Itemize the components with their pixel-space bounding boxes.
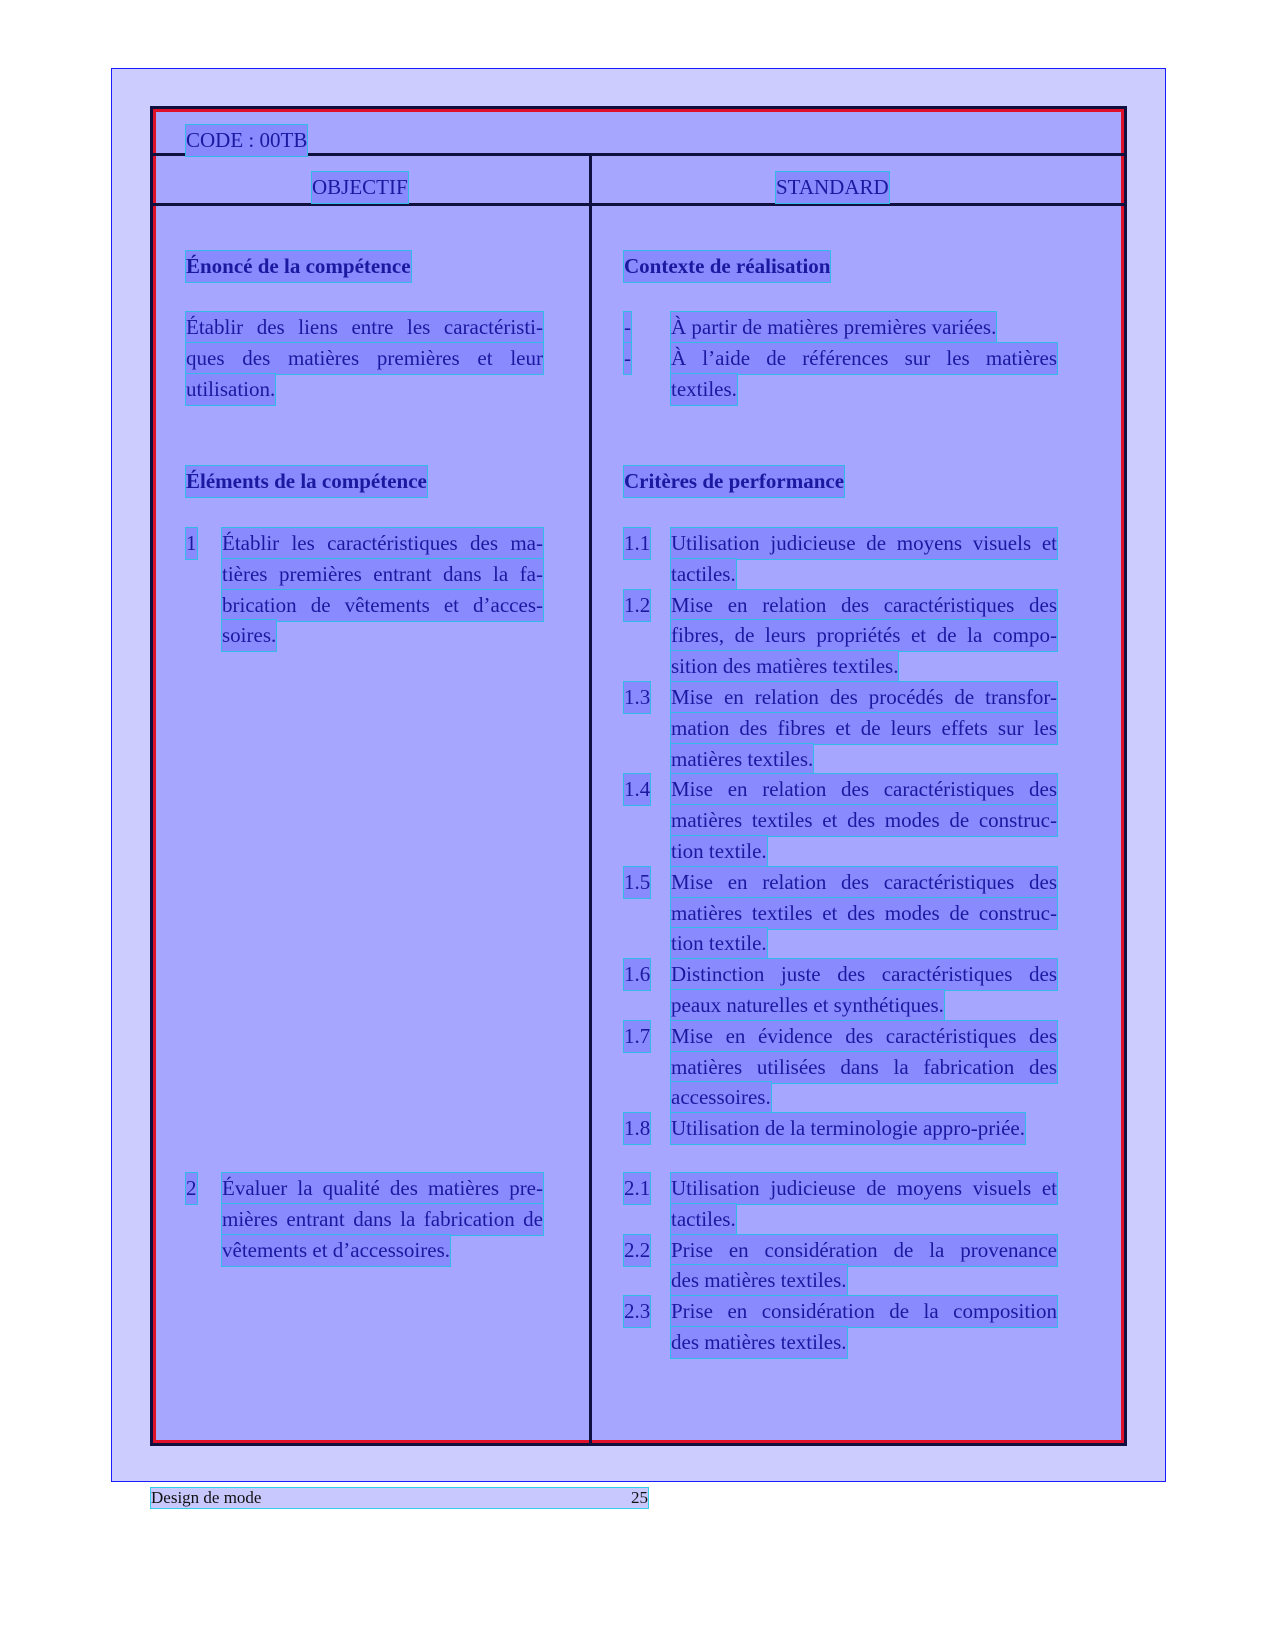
enonce-line: utilisation. — [186, 374, 275, 405]
element-number: 2 — [186, 1173, 197, 1204]
code-label: CODE : 00TB — [186, 125, 307, 156]
critere-line: Mise en relation des procédés de transfor- — [671, 682, 1057, 713]
critere-line: tion textile. — [671, 836, 767, 867]
critere-line: Mise en évidence des caractéristiques des — [671, 1021, 1057, 1052]
critere-number: 1.5 — [624, 867, 650, 898]
critere-line: tactiles. — [671, 1204, 736, 1235]
header-standard: STANDARD — [776, 172, 889, 203]
elements-title: Éléments de la compétence — [186, 466, 427, 497]
enonce-title: Énoncé de la compétence — [186, 251, 411, 282]
enonce-line: ques des matières premières et leur — [186, 343, 543, 374]
contexte-bullet: - — [624, 312, 631, 343]
element-number: 1 — [186, 528, 197, 559]
critere-number: 1.2 — [624, 590, 650, 621]
critere-number: 2.2 — [624, 1235, 650, 1266]
page-footer — [151, 1488, 648, 1508]
criteres-title: Critères de performance — [624, 466, 844, 497]
element-line: soires. — [222, 620, 276, 651]
critere-line: fibres, de leurs propriétés et de la compo- — [671, 620, 1057, 651]
critere-number: 1.1 — [624, 528, 650, 559]
page-number: 25 — [631, 1488, 648, 1507]
critere-line: peaux naturelles et synthétiques. — [671, 990, 944, 1021]
footer-title: Design de mode — [151, 1488, 262, 1507]
rule-under-headers — [153, 203, 1124, 206]
column-divider — [589, 154, 592, 1444]
element-line: Établir les caractéristiques des ma- — [222, 528, 543, 559]
critere-number: 1.8 — [624, 1113, 650, 1144]
critere-line: Mise en relation des caractéristiques des — [671, 590, 1057, 621]
critere-line: Mise en relation des caractéristiques des — [671, 867, 1057, 898]
critere-line: tion textile. — [671, 928, 767, 959]
critere-line: Utilisation judicieuse de moyens visuels et — [671, 1173, 1057, 1204]
critere-line: Prise en considération de la provenance — [671, 1235, 1057, 1266]
critere-line: sition des matières textiles. — [671, 651, 898, 682]
critere-line: des matières textiles. — [671, 1327, 847, 1358]
enonce-line: Établir des liens entre les caractéristi- — [186, 312, 543, 343]
contexte-line: textiles. — [671, 374, 737, 405]
contexte-title: Contexte de réalisation — [624, 251, 830, 282]
critere-line: matières utilisées dans la fabrication des — [671, 1052, 1057, 1083]
critere-number: 1.4 — [624, 774, 650, 805]
critere-line: mation des fibres et de leurs effets sur les — [671, 713, 1057, 744]
critere-line: Utilisation judicieuse de moyens visuels et — [671, 528, 1057, 559]
critere-line: Prise en considération de la composition — [671, 1296, 1057, 1327]
critere-number: 1.3 — [624, 682, 650, 713]
critere-number: 2.1 — [624, 1173, 650, 1204]
header-objectif: OBJECTIF — [312, 172, 408, 203]
contexte-bullet: - — [624, 343, 631, 374]
critere-number: 2.3 — [624, 1296, 650, 1327]
element-line: mières entrant dans la fabrication de — [222, 1204, 543, 1235]
critere-line: Distinction juste des caractéristiques des — [671, 959, 1057, 990]
critere-line: matières textiles et des modes de construc- — [671, 805, 1057, 836]
element-line: vêtements et d’accessoires. — [222, 1235, 450, 1266]
critere-line: Utilisation de la terminologie appro-priée. — [671, 1113, 1025, 1144]
critere-line: Mise en relation des caractéristiques des — [671, 774, 1057, 805]
contexte-line: À partir de matières premières variées. — [671, 312, 996, 343]
critere-line: matières textiles. — [671, 744, 813, 775]
critere-line: tactiles. — [671, 559, 736, 590]
critere-number: 1.6 — [624, 959, 650, 990]
critere-line: accessoires. — [671, 1082, 771, 1113]
critere-line: des matières textiles. — [671, 1265, 847, 1296]
element-line: brication de vêtements et d’acces- — [222, 590, 543, 621]
element-line: Évaluer la qualité des matières pre- — [222, 1173, 543, 1204]
critere-line: matières textiles et des modes de construc- — [671, 898, 1057, 929]
element-line: tières premières entrant dans la fa- — [222, 559, 543, 590]
critere-number: 1.7 — [624, 1021, 650, 1052]
contexte-line: À l’aide de références sur les matières — [671, 343, 1057, 374]
